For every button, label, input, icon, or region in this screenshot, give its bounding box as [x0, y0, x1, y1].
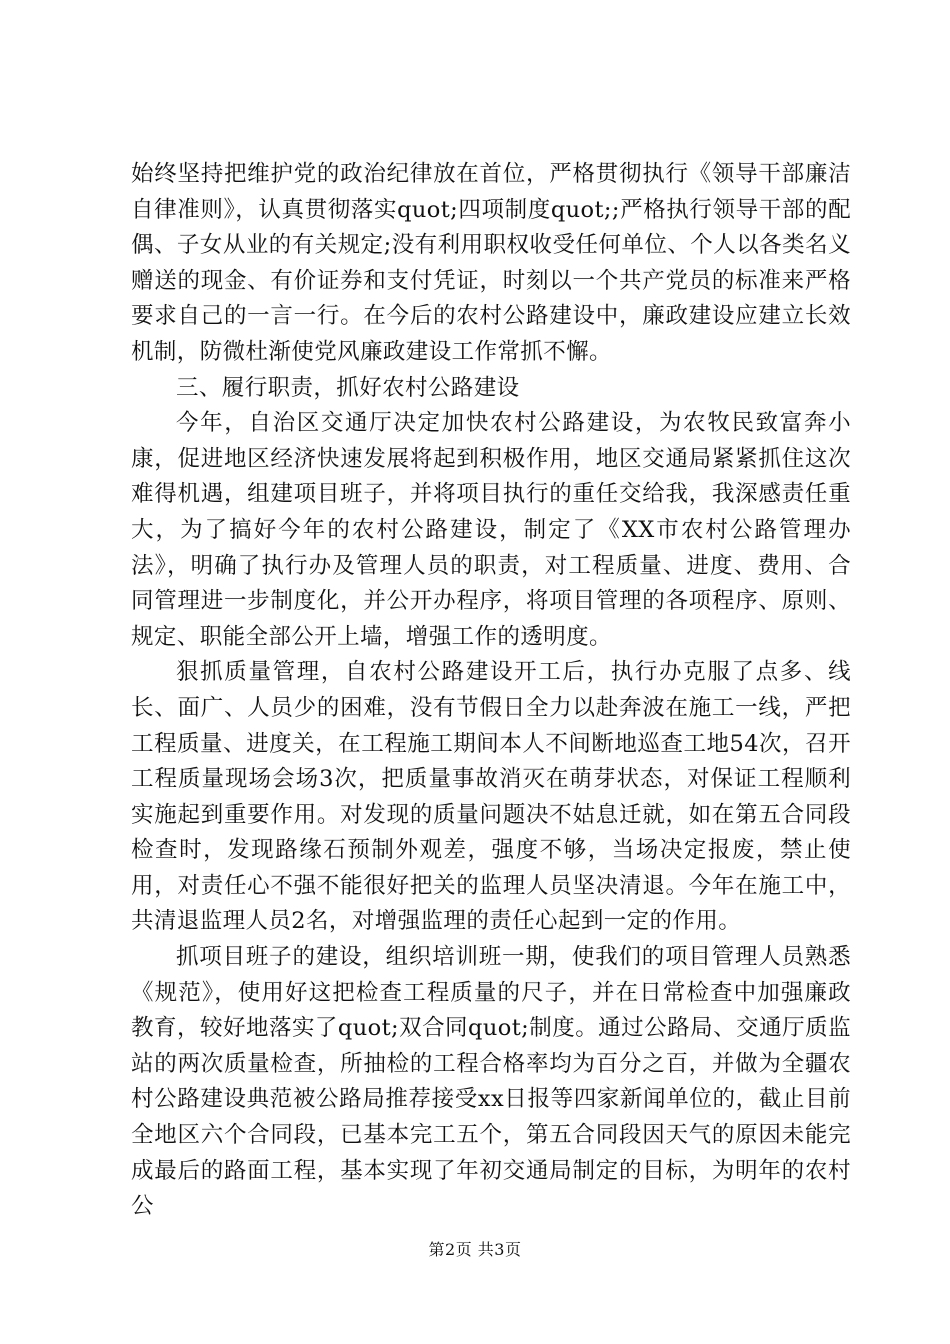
paragraph-integrity-discipline: 始终坚持把维护党的政治纪律放在首位，严格贯彻执行《领导干部廉洁自律准则》，认真贯彻落实quot;四项制度quot;;严格执行领导干部的配偶、子女从业的有关规定;没有利用职权收受任何单位、个人以各类名义赠送的现金、有价证券和支付凭证，时刻以一个共产党员的标准来严格要求自己的一言一行。在今后的农村公路建设中，廉政建设应建立长效机制，防微杜渐使党风廉政建设工作常抓不懈。 — [131, 161, 851, 365]
page-footer: 第2页 共3页 — [428, 1240, 522, 1259]
section-heading-duties: 三、履行职责，抓好农村公路建设 — [176, 374, 520, 401]
document-body — [131, 157, 851, 1225]
paragraph-project-team: 抓项目班子的建设，组织培训班一期，使我们的项目管理人员熟悉《规范》，使用好这把检查工程质量的尺子，并在日常检查中加强廉政教育，较好地落实了quot;双合同quot;制度。通过公路局、交通厅质监站的两次质量检查，所抽检的工程合格率均为百分之百，并做为全疆农村公路建设典范被公路局推荐接受xx日报等四家新闻单位的，截止目前全地区六个合同段，已基本完工五个，第五合同段因天气的原因未能完成最后的路面工程，基本实现了年初交通局制定的目标，为明年的农村公 — [131, 944, 851, 1220]
paragraph-rural-road-construction: 今年，自治区交通厅决定加快农村公路建设，为农牧民致富奔小康，促进地区经济快速发展将起到积极作用，地区交通局紧紧抓住这次难得机遇，组建项目班子，并将项目执行的重任交给我，我深感责任重大，为了搞好今年的农村公路建设，制定了《XX市农村公路管理办法》，明确了执行办及管理人员的职责，对工程质量、进度、费用、合同管理进一步制度化，并公开办程序，将项目管理的各项程序、原则、规定、职能全部公开上墙，增强工作的透明度。 — [131, 410, 851, 650]
paragraph-quality-management: 狠抓质量管理，自农村公路建设开工后，执行办克服了点多、线长、面广、人员少的困难，没有节假日全力以赴奔波在施工一线，严把工程质量、进度关，在工程施工期间本人不间断地巡查工地54次，召开工程质量现场会场3次，把质量事故消灭在萌芽状态，对保证工程顺利实施起到重要作用。对发现的质量问题决不姑息迁就，如在第五合同段检查时，发现路缘石预制外观差，强度不够，当场决定报废，禁止使用，对责任心不强不能很好把关的监理人员坚决清退。今年在施工中，共清退监理人员2名，对增强监理的责任心起到一定的作用。 — [131, 659, 851, 935]
